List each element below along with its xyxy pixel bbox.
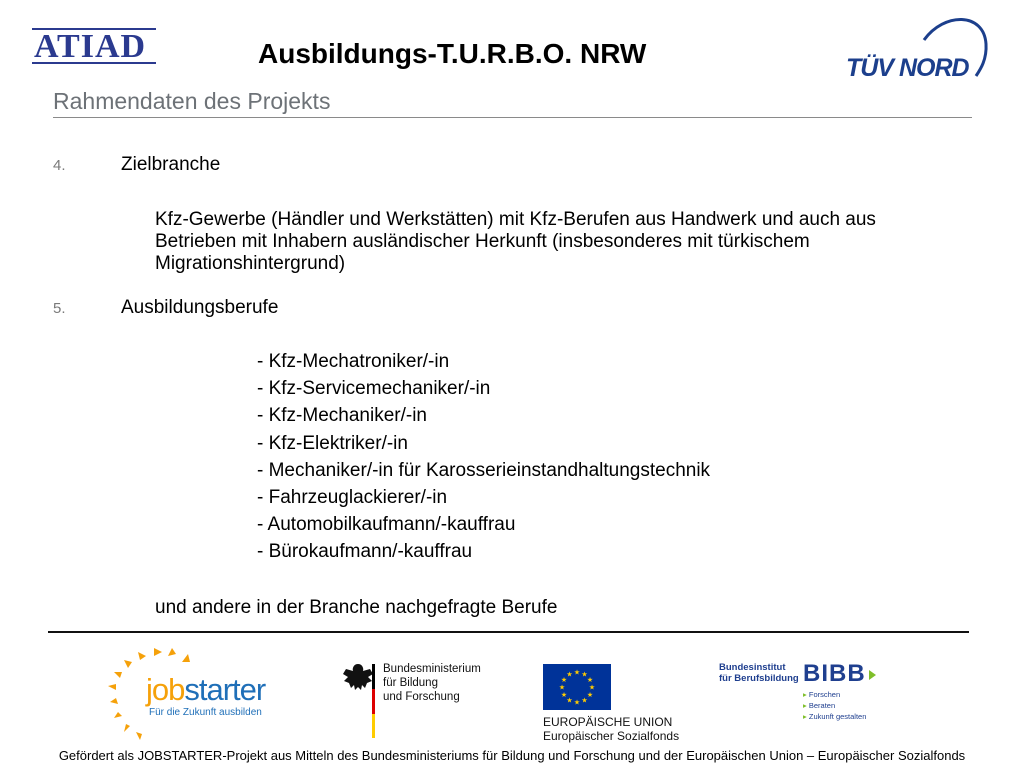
section-5-closing: und andere in der Branche nachgefragte Berufe (155, 597, 558, 618)
list-item: - Kfz-Mechaniker/-in (257, 405, 427, 427)
bibb-wordmark: BIBB (803, 660, 866, 687)
eu-star-icon: ★ (588, 684, 596, 692)
section-4-heading: Zielbranche (121, 154, 221, 175)
occupation-list (257, 348, 710, 566)
bibb-claims (803, 689, 866, 722)
bibb-claim-text: Beraten (808, 701, 836, 710)
list-item: - Kfz-Elektriker/-in (257, 432, 408, 454)
eu-fund: Europäischer Sozialfonds (543, 729, 680, 743)
bmbf-name-line: und Forschung (383, 691, 460, 703)
bibb-claim (803, 700, 866, 711)
eu-star-icon: ★ (560, 677, 568, 684)
bmbf-name-line: für Bildung (383, 677, 438, 689)
jobstarter-wordmark-job: job (146, 672, 185, 707)
jobstarter-wordmark-starter: starter (184, 672, 266, 707)
section-5-heading: Ausbildungsberufe (121, 297, 279, 318)
eu-logo (543, 664, 703, 744)
header-divider (53, 117, 972, 118)
eu-star-icon: ★ (560, 692, 568, 699)
bibb-name-line: für Berufsbildung (719, 673, 799, 684)
jobstarter-tagline: Für die Zukunft ausbilden (149, 707, 262, 718)
bibb-logo (719, 660, 889, 730)
bibb-triangle-icon (869, 670, 876, 680)
eu-star-icon: ★ (586, 692, 594, 699)
bibb-claim-text: Zukunft gestalten (808, 712, 867, 721)
section-4-number: 4. (53, 157, 66, 174)
atiad-logo (32, 24, 156, 66)
list-item: - Kfz-Mechatroniker/-in (257, 351, 450, 372)
eu-star-icon: ★ (573, 699, 581, 707)
page-title: Ausbildungs-T.U.R.B.O. NRW (258, 38, 647, 69)
tuv-nord-logo (846, 14, 992, 86)
bullet-arrow-icon: ▸ (803, 701, 807, 710)
eu-star-icon: ★ (586, 677, 594, 684)
footer-divider (48, 631, 969, 633)
list-item: - Mechaniker/-in für Karosserieinstandhaltungstechnik (257, 459, 711, 481)
page-subtitle: Rahmendaten des Projekts (53, 88, 331, 114)
eu-star-icon: ★ (566, 697, 573, 705)
jobstarter-wordmark (146, 672, 265, 708)
list-item: - Fahrzeuglackierer/-in (257, 487, 448, 509)
federal-eagle-icon (340, 660, 376, 740)
bibb-claim-text: Forschen (808, 690, 841, 699)
eu-star-icon: ★ (566, 671, 573, 679)
bullet-arrow-icon: ▸ (803, 712, 807, 721)
section-5-number: 5. (53, 300, 66, 317)
bibb-claim (803, 689, 866, 700)
bmbf-name (383, 662, 481, 704)
list-item: - Automobilkaufmann/-kauffrau (257, 514, 516, 536)
tuv-nord-text: TÜV NORD (846, 54, 969, 82)
eu-star-icon: ★ (573, 669, 581, 677)
funding-notice: Gefördert als JOBSTARTER-Projekt aus Mitteln des Bundesministeriums für Bildung und Forschung und der Europäischen Union – Europäischer Sozialfonds (58, 748, 966, 763)
bibb-institute-name (719, 662, 799, 684)
bmbf-logo (340, 660, 490, 740)
eu-star-icon: ★ (581, 671, 588, 679)
eu-star-icon: ★ (558, 684, 566, 692)
bullet-arrow-icon: ▸ (803, 690, 807, 699)
bibb-claim (803, 711, 866, 722)
list-item: - Kfz-Servicemechaniker/-in (257, 378, 491, 400)
atiad-logo-text: ATIAD (34, 28, 147, 65)
eu-name: EUROPÄISCHE UNION (543, 715, 673, 729)
section-4-paragraph: Kfz-Gewerbe (Händler und Werkstätten) mit Kfz-Berufen aus Handwerk und auch aus Betrieben mit Inhabern ausländischer Herkunft (insbesonderes mit türkischem Migrationshintergrund) (155, 209, 876, 274)
eu-flag-icon (543, 664, 611, 710)
jobstarter-logo (106, 648, 276, 740)
list-item: - Bürokaufmann/-kauffrau (257, 541, 473, 563)
eu-star-icon: ★ (581, 697, 588, 705)
bmbf-name-line: Bundesministerium (383, 663, 481, 675)
bibb-name-line: Bundesinstitut (719, 662, 786, 673)
